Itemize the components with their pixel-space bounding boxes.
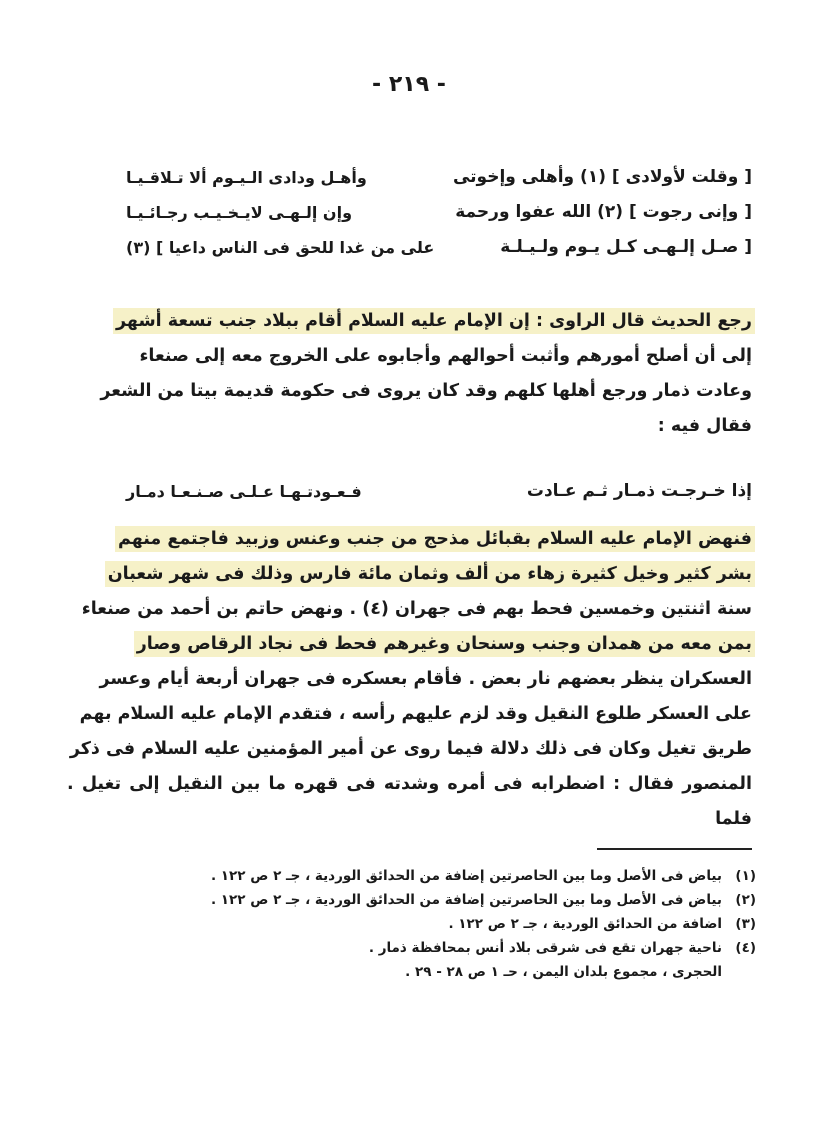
footnote-number: (٤) [735, 940, 756, 956]
footnote-text: ناحية جهران تقع فى شرقى بلاد أنس بمحافظة ذمار . [368, 940, 722, 956]
footnote-number: (١) [735, 868, 756, 884]
text-line: طريق تغيل وكان فى ذلك دلالة فيما روى عن أمير المؤمنين عليه السلام فى ذكر [69, 739, 752, 759]
page-number: - ٢١٩ - [372, 72, 446, 97]
highlighted-text: بمن معه من همدان وجنب وسنحان وغيرهم فحط فى نجاد الرقاص وصار [136, 634, 752, 654]
text-line: العسكران ينظر بعضهم نار بعض . فأقام بعسكره فى جهران أربعة أيام وعسر [99, 669, 752, 689]
highlighted-text: رجع الحديث قال الراوى : إن الإمام عليه السلام أقام ببلاد جنب تسعة أشهر [116, 311, 752, 331]
text-line: فقال فيه : [657, 416, 752, 436]
text-line: المنصور فقال : اضطرابه فى أمره وشدته فى قهره ما بين النقيل إلى تغيل . فلما [67, 774, 752, 829]
verse-first-hemistich: [ وإنى رجوت ] (٢) الله عفوا ورحمة [455, 202, 752, 222]
highlighted-text: فنهض الإمام عليه السلام بقبائل مذحج من جنب وعنس وزبيد فاجتمع منهم [118, 529, 752, 549]
verse [126, 474, 752, 509]
footnote-continuation: الحجرى ، مجموع بلدان اليمن ، حـ ١ ص ٢٨ - ٢٩ . [405, 964, 722, 980]
verse-second-hemistich: وأهـل ودادى الـيـوم ألا تـلاقـيـا [126, 168, 367, 187]
poem-block-1 [126, 160, 752, 265]
verse-first-hemistich: إذا خـرجـت ذمـار ثـم عـادت [526, 481, 752, 501]
verse-second-hemistich: وإن إلـهـى لايـخـيـب رجـائـيـا [126, 203, 353, 222]
text-line: على العسكر طلوع النقيل وقد لزم عليهم رأسه ، فتقدم الإمام عليه السلام بهم [79, 704, 752, 724]
verse-second-hemistich: فـعـودتـهـا عـلـى صـنـعـا دمـار [126, 482, 362, 501]
footnote-divider [597, 848, 752, 850]
footnote-number: (٣) [735, 916, 756, 932]
text-line: إلى أن أصلح أمورهم وأثبت أحوالهم وأجابوه على الخروج معه إلى صنعاء [139, 346, 752, 366]
verse-first-hemistich: [ صـل إلـهـى كـل يـوم ولـيـلـة [500, 237, 752, 257]
highlighted-text: بشر كثير وخيل كثيرة زهاء من ألف وثمان مائة فارس وذلك فى شهر شعبان [107, 564, 752, 584]
text-line: سنة اثنتين وخمسين فحط بهم فى جهران (٤) . ونهض حاتم بن أحمد من صنعاء [81, 599, 752, 619]
footnote-number: (٢) [735, 892, 756, 908]
paragraph-2 [67, 522, 752, 837]
footnote [66, 912, 756, 936]
verse [126, 160, 752, 195]
text-line [67, 304, 752, 339]
verse [126, 230, 752, 265]
paragraph-1 [67, 304, 752, 444]
text-line [67, 627, 752, 662]
poem-block-2 [126, 474, 752, 509]
verse-first-hemistich: [ وقلت لأولادى ] (١) وأهلى وإخوتى [452, 167, 752, 187]
text-line: وعادت ذمار ورجع أهلها كلهم وقد كان يروى فى حكومة قديمة بيتا من الشعر [100, 381, 752, 401]
footnote [66, 888, 756, 912]
footnote-text: اضافة من الحدائق الوردية ، جـ ٢ ص ١٢٢ . [448, 916, 722, 932]
text-line [67, 522, 752, 557]
footnotes [66, 864, 756, 984]
text-line [67, 557, 752, 592]
verse [126, 195, 752, 230]
verse-second-hemistich: على من غدا للحق فى الناس داعيا ] (٣) [126, 238, 435, 257]
footnote-text: بياض فى الأصل وما بين الحاصرتين إضافة من الحدائق الوردية ، جـ ٢ ص ١٢٢ . [210, 892, 722, 908]
footnote [66, 864, 756, 888]
footnote-text: بياض فى الأصل وما بين الحاصرتين إضافة من الحدائق الوردية ، جـ ٢ ص ١٢٢ . [210, 868, 722, 884]
footnote [66, 936, 756, 960]
